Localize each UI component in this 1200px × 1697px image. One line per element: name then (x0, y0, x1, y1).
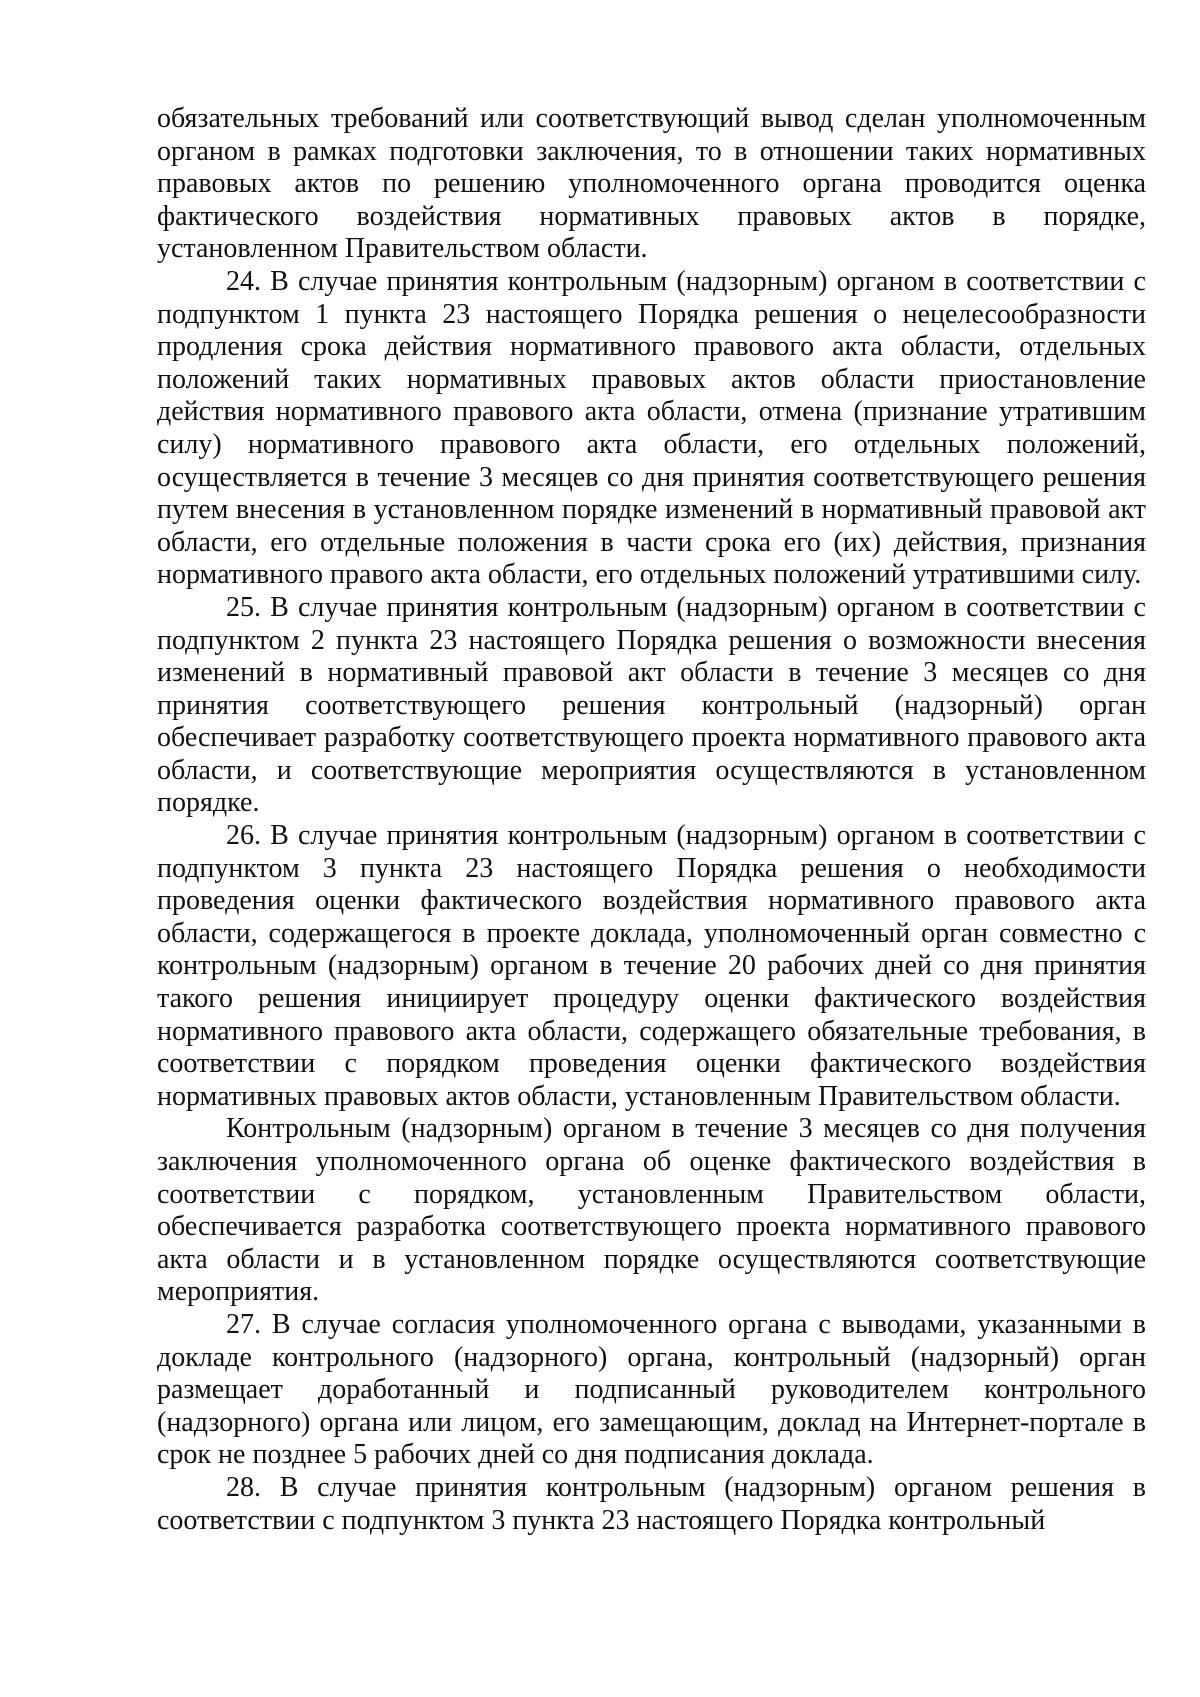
paragraph-item-26: 26. В случае принятия контрольным (надзорным) органом в соответствии с подпунктом 3 пункта 23 настоящего Порядка решения о необходимости проведения оценки фактического воздействия нормативного правового акта области, содержащегося в проекте доклада, уполномоченный орган совместно с контрольным (надзорным) органом в течение 20 рабочих дней со дня принятия такого решения инициирует процедуру оценки фактического воздействия нормативного правового акта области, содержащего обязательные требования, в соответствии с порядком проведения оценки фактического воздействия нормативных правовых актов области, установленным Правительством области. (157, 820, 1146, 1112)
paragraph-item-26-continued: Контрольным (надзорным) органом в течение 3 месяцев со дня получения заключения уполномоченного органа об оценке фактического воздействия в соответствии с порядком, установленным Правительством области, обеспечивается разработка соответствующего проекта нормативного правового акта области и в установленном порядке осуществляются соответствующие мероприятия. (157, 1113, 1146, 1308)
paragraph-item-25: 25. В случае принятия контрольным (надзорным) органом в соответствии с подпунктом 2 пункта 23 настоящего Порядка решения о возможности внесения изменений в нормативный правовой акт области в течение 3 месяцев со дня принятия соответствующего решения контрольный (надзорный) орган обеспечивает разработку соответствующего проекта нормативного правового акта области, и соответствующие мероприятия осуществляются в установленном порядке. (157, 591, 1146, 819)
paragraph-item-28: 28. В случае принятия контрольным (надзорным) органом решения в соответствии с подпунктом 3 пункта 23 настоящего Порядка контрольный (157, 1471, 1146, 1536)
paragraph-continuation: обязательных требований или соответствующий вывод сделан уполномоченным органом в рамках подготовки заключения, то в отношении таких нормативных правовых актов по решению уполномоченного органа проводится оценка фактического воздействия нормативных правовых актов в порядке, установленном Правительством области. (157, 103, 1146, 265)
paragraph-item-24: 24. В случае принятия контрольным (надзорным) органом в соответствии с подпунктом 1 пункта 23 настоящего Порядка решения о нецелесообразности продления срока действия нормативного правового акта области, отдельных положений таких нормативных правовых актов области приостановление действия нормативного правового акта области, отмена (признание утратившим силу) нормативного правового акта области, его отдельных положений, осуществляется в течение 3 месяцев со дня принятия соответствующего решения путем внесения в установленном порядке изменений в нормативный правовой акт области, его отдельные положения в части срока его (их) действия, признания нормативного правого акта области, его отдельных положений утратившими силу. (157, 265, 1146, 591)
paragraph-item-27: 27. В случае согласия уполномоченного органа с выводами, указанными в докладе контрольного (надзорного) органа, контрольный (надзорный) орган размещает доработанный и подписанный руководителем контрольного (надзорного) органа или лицом, его замещающим, доклад на Интернет-портале в срок не позднее 5 рабочих дней со дня подписания доклада. (157, 1308, 1146, 1471)
